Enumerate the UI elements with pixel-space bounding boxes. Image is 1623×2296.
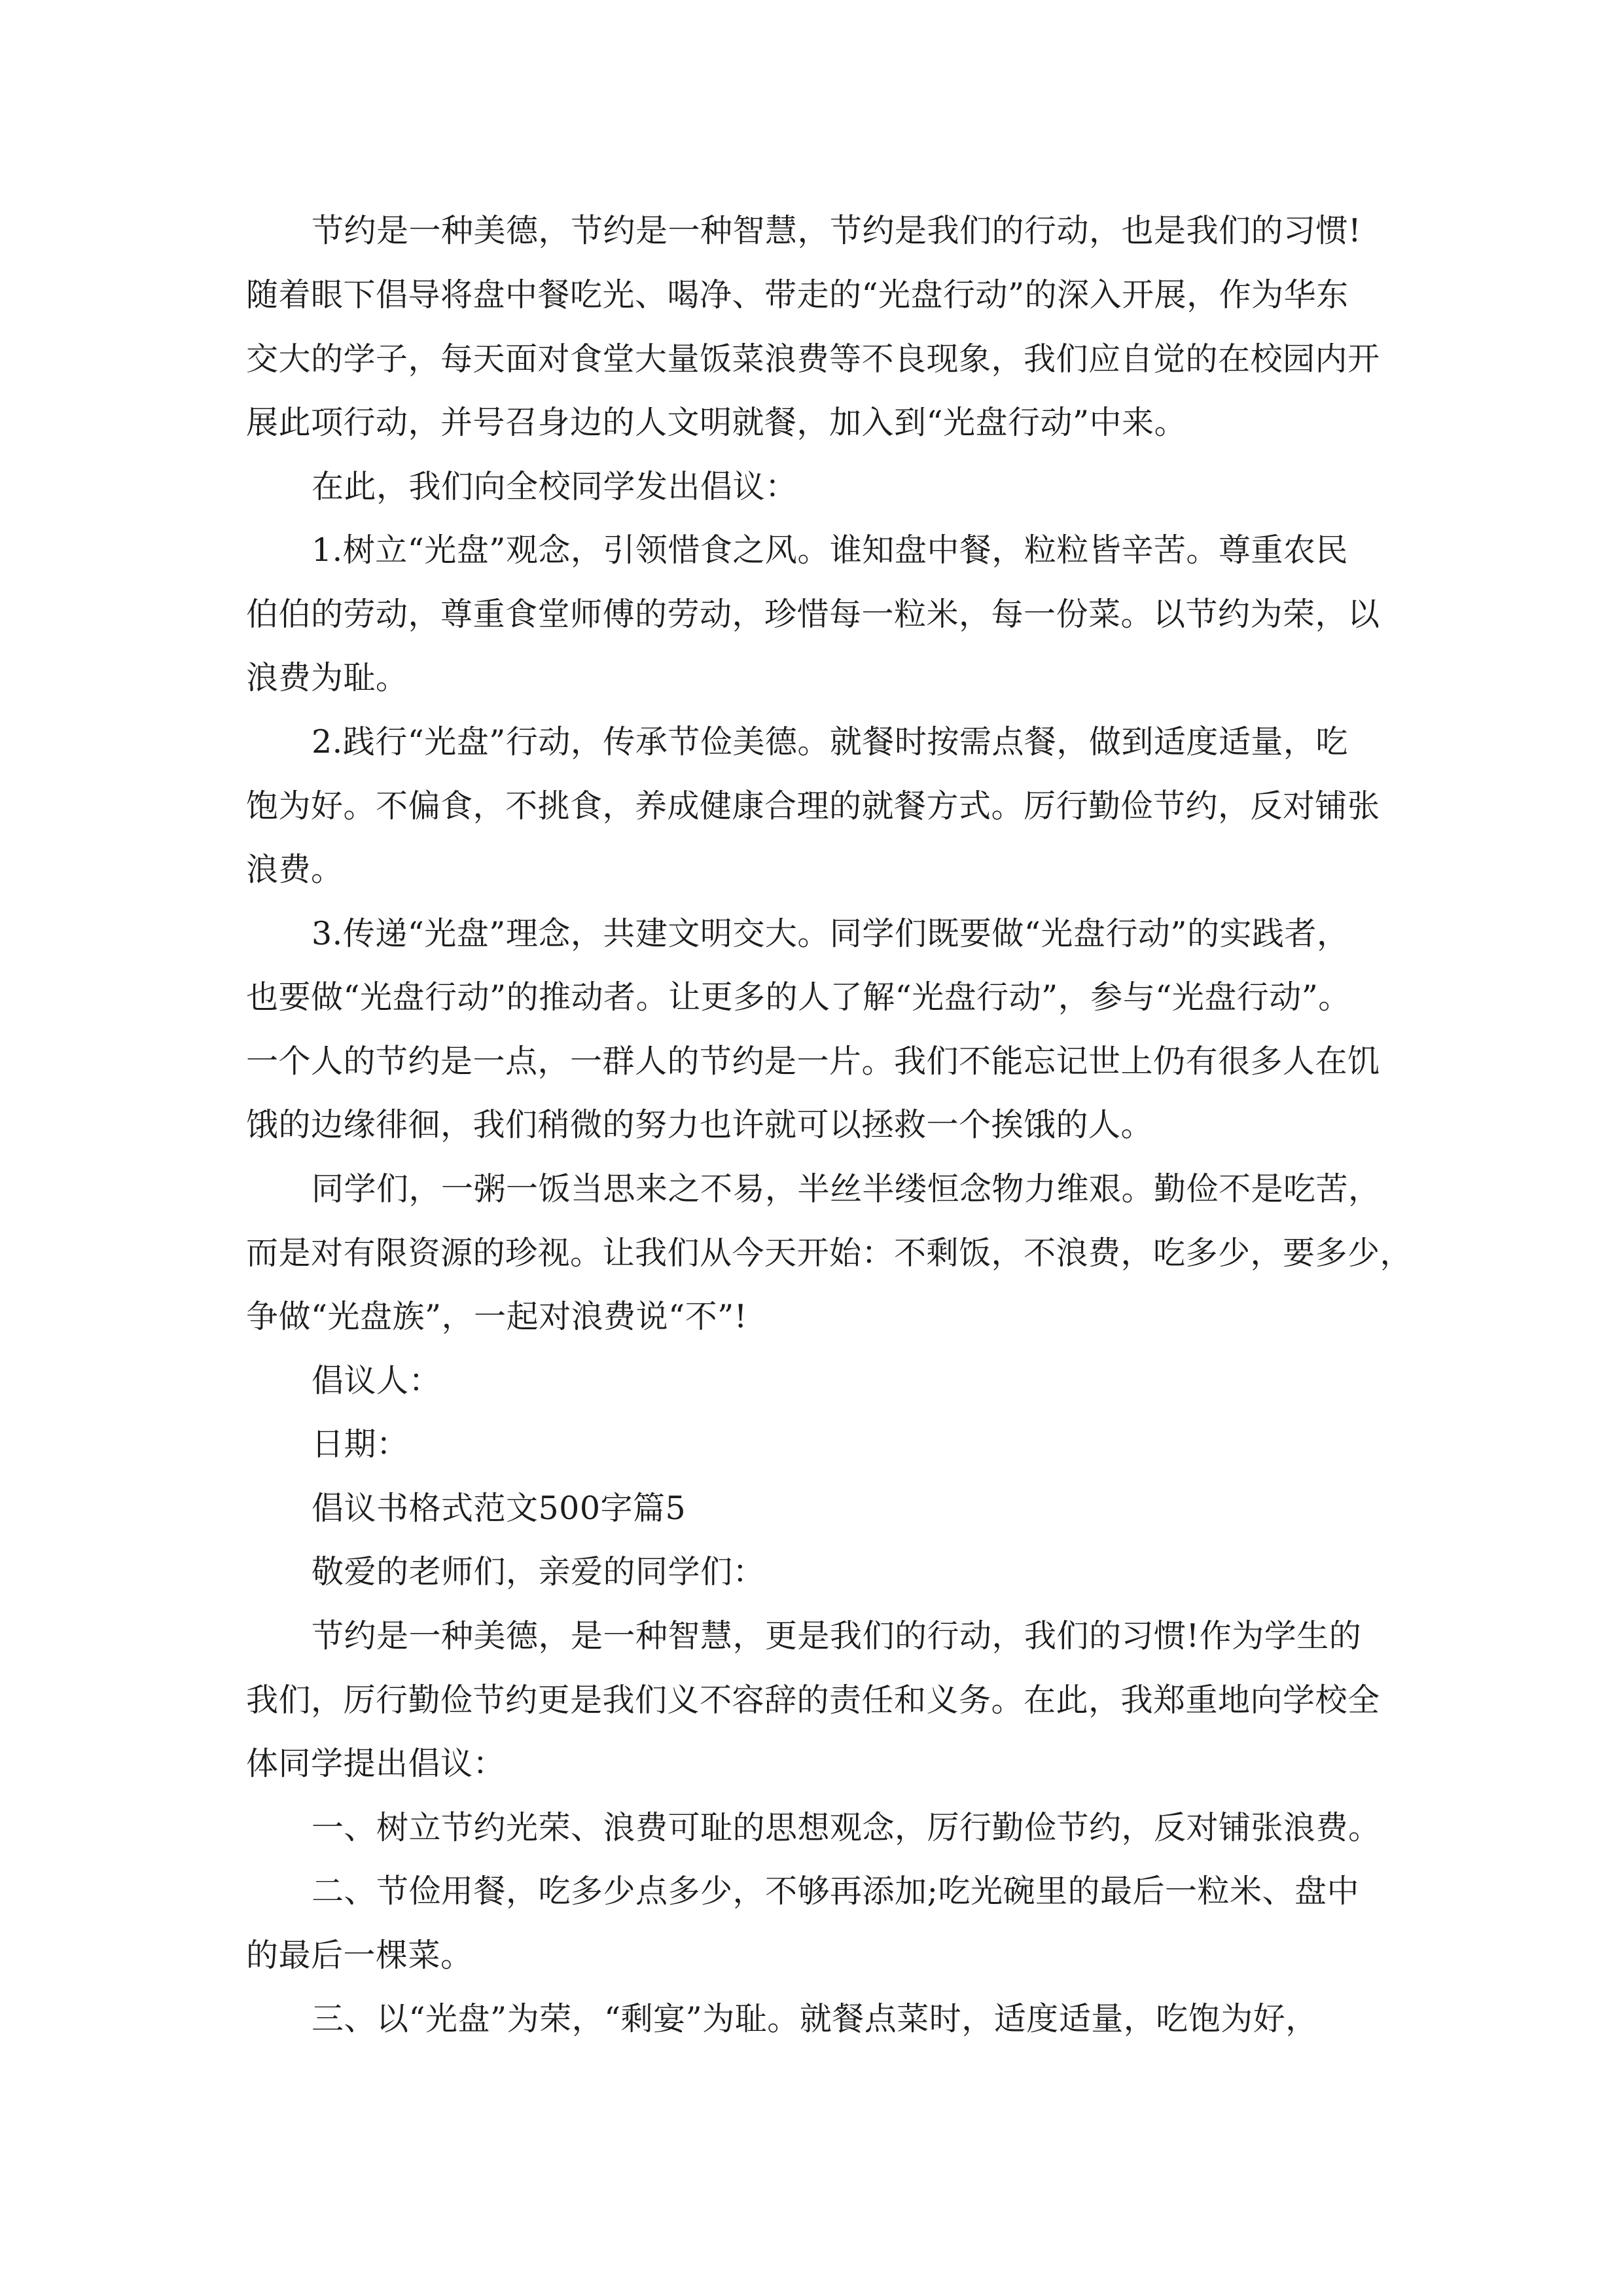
text-line: 1.树立“光盘”观念，引领惜食之风。谁知盘中餐，粒粒皆辛苦。尊重农民 <box>312 531 1348 569</box>
text-line: 节约是一种美德，节约是一种智慧，节约是我们的行动，也是我们的习惯! <box>312 212 1362 249</box>
text-line: 一、树立节约光荣、浪费可耻的思想观念，厉行勤俭节约，反对铺张浪费。 <box>312 1809 1381 1846</box>
text-line: 争做“光盘族”，一起对浪费说“不”! <box>246 1298 747 1335</box>
text-line: 而是对有限资源的珍视。让我们从今天开始：不剩饭，不浪费，吃多少，要多少， <box>246 1234 1413 1272</box>
text-line: 一个人的节约是一点，一群人的节约是一片。我们不能忘记世上仍有很多人在饥 <box>246 1043 1380 1080</box>
text-line: 我们，厉行勤俭节约更是我们义不容辞的责任和义务。在此，我郑重地向学校全 <box>246 1681 1380 1719</box>
text-line: 饿的边缘徘徊，我们稍微的努力也许就可以拯救一个挨饿的人。 <box>246 1106 1154 1143</box>
text-line: 2.践行“光盘”行动，传承节俭美德。就餐时按需点餐，做到适度适量，吃 <box>312 723 1348 761</box>
section-heading: 倡议书格式范文500字篇5 <box>312 1490 687 1527</box>
text-line: 二、节俭用餐，吃多少点多少，不够再添加;吃光碗里的最后一粒米、盘中 <box>312 1873 1360 1910</box>
text-line: 展此项行动，并号召身边的人文明就餐，加入到“光盘行动”中来。 <box>246 404 1187 441</box>
text-line: 交大的学子，每天面对食堂大量饭菜浪费等不良现象，我们应自觉的在校园内开 <box>246 340 1380 378</box>
text-line: 在此，我们向全校同学发出倡议： <box>312 468 798 505</box>
text-line: 日期： <box>312 1426 409 1463</box>
text-line: 浪费。 <box>246 851 344 888</box>
text-line: 倡议人： <box>312 1362 442 1399</box>
text-line: 三、以“光盘”为荣，“剩宴”为耻。就餐点菜时，适度适量，吃饱为好， <box>312 2000 1318 2037</box>
text-line: 节约是一种美德，是一种智慧，更是我们的行动，我们的习惯!作为学生的 <box>312 1617 1362 1655</box>
salutation: 敬爱的老师们，亲爱的同学们： <box>312 1553 766 1590</box>
text-line: 同学们，一粥一饭当思来之不易，半丝半缕恒念物力维艰。勤俭不是吃苦， <box>312 1170 1381 1208</box>
text-line: 也要做“光盘行动”的推动者。让更多的人了解“光盘行动”，参与“光盘行动”。 <box>246 978 1351 1016</box>
text-line: 随着眼下倡导将盘中餐吃光、喝净、带走的“光盘行动”的深入开展，作为华东 <box>246 276 1349 314</box>
text-line: 体同学提出倡议： <box>246 1745 506 1782</box>
text-line: 3.传递“光盘”理念，共建文明交大。同学们既要做“光盘行动”的实践者， <box>312 915 1349 952</box>
text-line: 浪费为耻。 <box>246 659 408 696</box>
text-line: 的最后一棵菜。 <box>246 1937 473 1974</box>
text-line: 饱为好。不偏食，不挑食，养成健康合理的就餐方式。厉行勤俭节约，反对铺张 <box>246 787 1380 825</box>
text-line: 伯伯的劳动，尊重食堂师傅的劳动，珍惜每一粒米，每一份菜。以节约为荣，以 <box>246 596 1380 633</box>
